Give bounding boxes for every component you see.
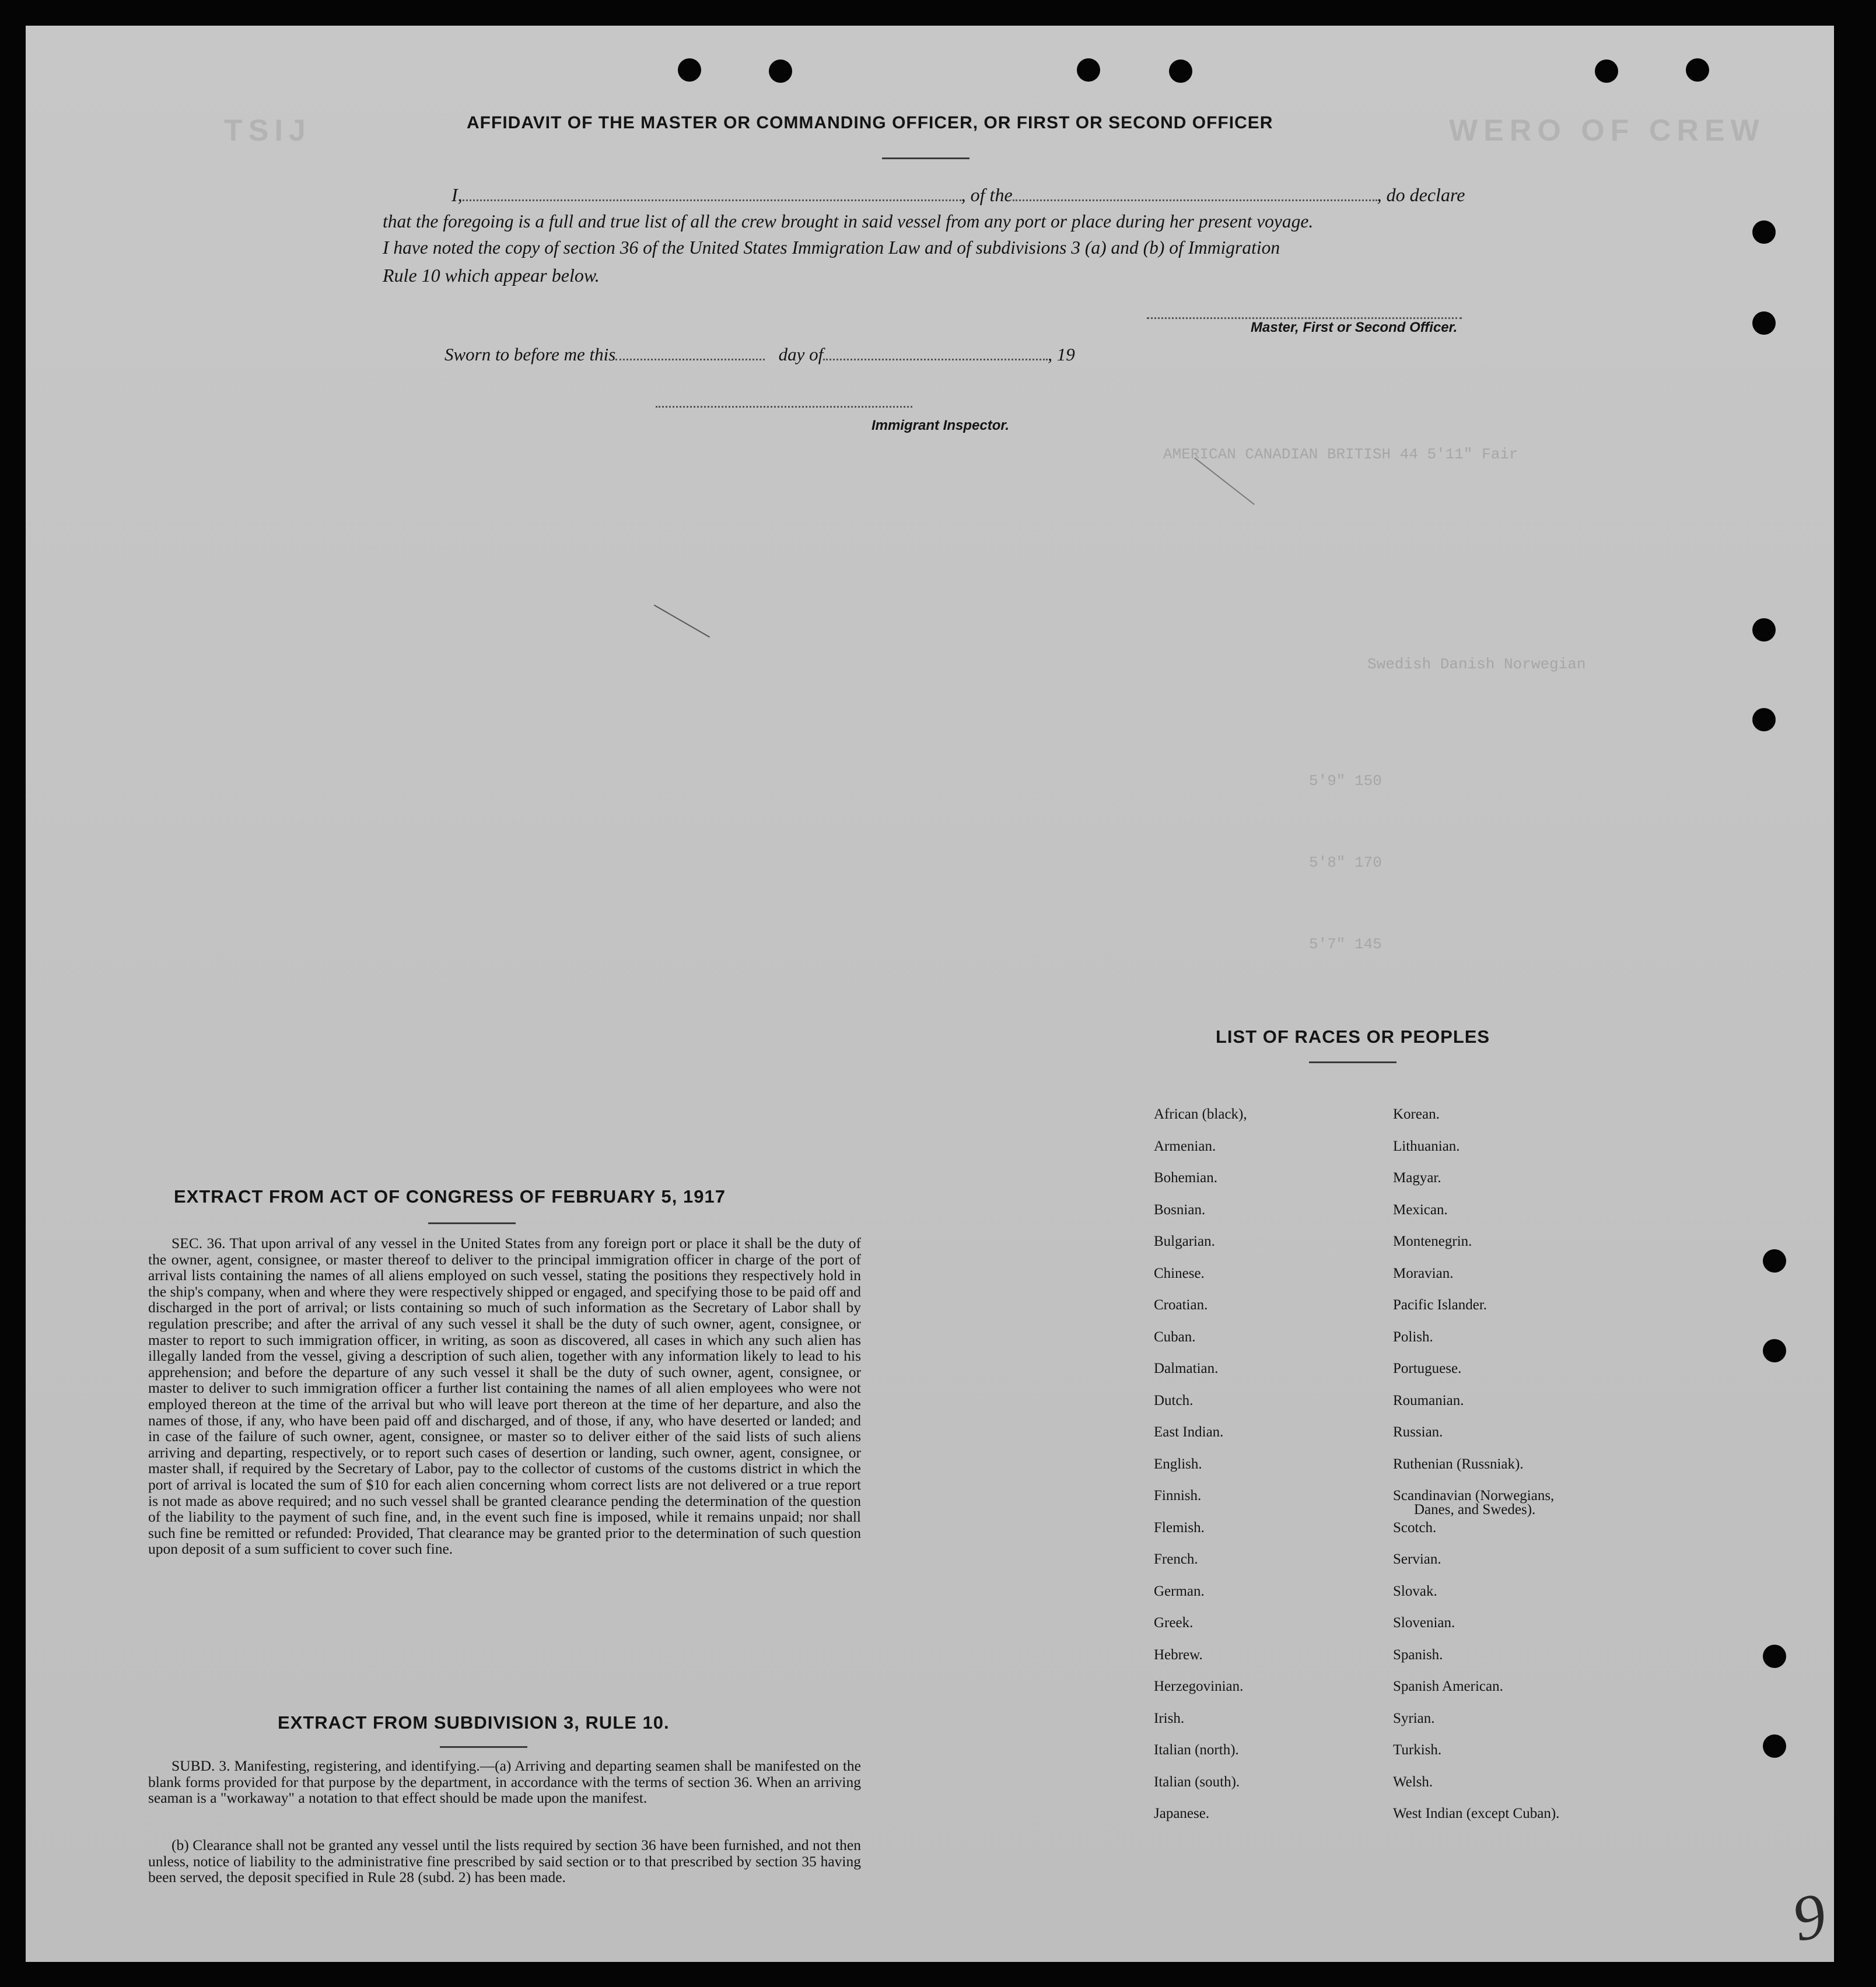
race-item: Cuban. xyxy=(1154,1329,1196,1345)
race-item: Moravian. xyxy=(1393,1265,1454,1281)
race-item: Croatian. xyxy=(1154,1297,1208,1313)
sworn-day-field[interactable] xyxy=(615,346,765,360)
race-item: Spanish American. xyxy=(1393,1678,1503,1694)
vessel-name-field[interactable] xyxy=(1013,187,1377,201)
punch-hole xyxy=(1752,618,1776,642)
race-item: Syrian. xyxy=(1393,1710,1435,1726)
declare-suffix: , do declare xyxy=(1377,184,1465,205)
divider xyxy=(440,1746,527,1748)
race-item: Mexican. xyxy=(1393,1201,1448,1218)
race-item: Turkish. xyxy=(1393,1742,1442,1758)
divider xyxy=(882,157,970,159)
race-item: Roumanian. xyxy=(1393,1392,1464,1408)
race-item: Flemish. xyxy=(1154,1519,1205,1536)
race-item: Slovenian. xyxy=(1393,1615,1455,1631)
handwritten-page-number: 9 xyxy=(1786,1879,1832,1956)
race-item: Chinese. xyxy=(1154,1265,1205,1281)
race-item: Hebrew. xyxy=(1154,1646,1203,1663)
race-item: Spanish. xyxy=(1393,1646,1443,1663)
punch-hole xyxy=(1752,220,1776,244)
race-item: Ruthenian (Russniak). xyxy=(1393,1456,1524,1472)
affidavit-title: AFFIDAVIT OF THE MASTER OR COMMANDING OFFICER, OR FIRST OR SECOND OFFICER xyxy=(467,113,1273,132)
punch-hole xyxy=(1077,58,1100,82)
punch-hole xyxy=(1763,1645,1786,1668)
stray-mark xyxy=(654,605,710,638)
race-item: Bohemian. xyxy=(1154,1170,1218,1186)
race-item: Montenegrin. xyxy=(1393,1233,1472,1249)
races-left-column xyxy=(1154,1108,1247,1839)
race-item: Bosnian. xyxy=(1154,1201,1206,1218)
race-item: Japanese. xyxy=(1154,1806,1210,1821)
race-item: Polish. xyxy=(1393,1329,1433,1345)
punch-hole xyxy=(1763,1339,1786,1362)
bleed-through-text: 5'9" 150 xyxy=(1309,772,1382,790)
race-item: Bulgarian. xyxy=(1154,1233,1215,1249)
race-item: Herzegovinian. xyxy=(1154,1678,1244,1694)
inspector-signature-label: Immigrant Inspector. xyxy=(872,418,1010,433)
race-item: Lithuanian. xyxy=(1393,1138,1460,1154)
declarant-name-field[interactable] xyxy=(463,187,961,201)
punch-hole xyxy=(1686,58,1709,82)
master-signature-label: Master, First or Second Officer. xyxy=(1251,320,1458,335)
punch-hole xyxy=(1763,1734,1786,1758)
race-item: German. xyxy=(1154,1583,1205,1599)
races-title: LIST OF RACES OR PEOPLES xyxy=(1216,1026,1490,1047)
race-item: Greek. xyxy=(1154,1615,1194,1631)
bleed-through-text: Swedish Danish Norwegian xyxy=(1367,656,1586,673)
race-item: Russian. xyxy=(1393,1424,1443,1440)
punch-hole xyxy=(1763,1249,1786,1273)
race-item: French. xyxy=(1154,1551,1198,1567)
races-right-column xyxy=(1393,1108,1559,1839)
race-item: Italian (north). xyxy=(1154,1742,1239,1758)
race-item: East Indian. xyxy=(1154,1424,1224,1440)
race-item: West Indian (except Cuban). xyxy=(1393,1806,1560,1821)
race-item: Armenian. xyxy=(1154,1138,1216,1154)
affidavit-line-4: Rule 10 which appear below. xyxy=(383,265,600,286)
race-item: Portuguese. xyxy=(1393,1361,1462,1376)
race-item-continuation: Danes, and Swedes). xyxy=(1414,1502,1536,1518)
punch-hole xyxy=(769,59,792,83)
bleed-through-text: WERO OF CREW xyxy=(1449,114,1765,148)
race-item-line: Scandinavian (Norwegians, xyxy=(1393,1488,1555,1504)
race-item: Irish. xyxy=(1154,1710,1185,1726)
punch-hole xyxy=(1595,59,1618,83)
punch-hole xyxy=(678,58,701,82)
race-item: English. xyxy=(1154,1456,1202,1472)
sworn-prefix: Sworn to before me this xyxy=(444,344,616,365)
master-signature-field[interactable] xyxy=(1147,317,1462,319)
punch-hole xyxy=(1169,59,1192,83)
vessel-prefix: , of the xyxy=(961,184,1013,205)
affidavit-line-3: I have noted the copy of section 36 of the United States Immigration Law and of subdivisions 3 (a) and (b) of Immigration xyxy=(383,237,1280,258)
race-item: Korean. xyxy=(1393,1106,1440,1122)
sworn-line xyxy=(444,344,1075,365)
declarant-prefix: I, xyxy=(452,184,463,205)
punch-hole xyxy=(1752,311,1776,335)
race-item: Slovak. xyxy=(1393,1583,1437,1599)
race-item: Finnish. xyxy=(1154,1488,1202,1504)
bleed-through-text: 5'8" 170 xyxy=(1309,854,1382,871)
rule-extract-para-b: (b) Clearance shall not be granted any vessel until the lists required by section 36 have been furnished, and not then unless, notice of liability to the administrative fine prescribed by said section or to that prescribed by section 35 having been served, the deposit specified in Rule 28 (subd. 2) has been made. xyxy=(148,1837,861,1886)
punch-hole xyxy=(1752,708,1776,731)
inspector-signature-field[interactable] xyxy=(656,406,912,408)
race-item: Welsh. xyxy=(1393,1774,1433,1790)
race-item: African (black), xyxy=(1154,1106,1247,1122)
sworn-day-label: day of xyxy=(778,344,824,365)
divider xyxy=(428,1222,516,1224)
stray-mark xyxy=(1194,457,1255,505)
race-item: Magyar. xyxy=(1393,1170,1441,1186)
bleed-through-text: AMERICAN CANADIAN BRITISH 44 5'11" Fair xyxy=(1163,446,1518,463)
bleed-through-text: 5'7" 145 xyxy=(1309,935,1382,953)
document-sheet xyxy=(26,26,1834,1962)
race-item: Dalmatian. xyxy=(1154,1361,1219,1376)
race-item xyxy=(1393,1489,1559,1521)
divider xyxy=(1309,1061,1396,1063)
affidavit-line-2: that the foregoing is a full and true list of all the crew brought in said vessel from any port or place during her present voyage. xyxy=(383,211,1314,232)
sworn-month-field[interactable] xyxy=(823,346,1048,360)
race-item: Servian. xyxy=(1393,1551,1441,1567)
race-item: Dutch. xyxy=(1154,1392,1194,1408)
act-extract-title: EXTRACT FROM ACT OF CONGRESS OF FEBRUARY 5, 1917 xyxy=(174,1186,726,1207)
rule-extract-title: EXTRACT FROM SUBDIVISION 3, RULE 10. xyxy=(278,1712,670,1733)
bleed-through-text: TSIJ xyxy=(224,114,312,148)
rule-extract-para-a: SUBD. 3. Manifesting, registering, and identifying.—(a) Arriving and departing seamen shall be manifested on the blank forms provided for that purpose by the department, in accordance with the terms of section 36. When an arriving seaman is a "workaway" a notation to that effect should be made upon the manifest. xyxy=(148,1757,861,1807)
affidavit-declaration-line xyxy=(452,184,1465,206)
act-extract-text: SEC. 36. That upon arrival of any vessel in the United States from any foreign port or place it shall be the duty of the owner, agent, consignee, or master thereof to deliver to the principal immigration officer in charge of the port of arrival lists containing the names of all aliens employed on such vessel, stating the positions they respectively hold in the ship's company, when and where they were respectively shipped or engaged, and specifying those to be paid off and discharged in the port of arrival; or lists containing so much of such information as the Secretary of Labor shall by regulation prescribe; and after the arrival of any such vessel it shall be the duty of such owner, agent, consignee, or master to report to such immigration officer, in writing, as soon as discovered, all cases in which any such alien has illegally landed from the vessel, giving a description of such alien, together with any information likely to lead to his apprehension; and before the departure of any such vessel it shall be the duty of such owner, agent, consignee, or master to deliver to such immigration officer a further list containing the names of all alien employees who were not employed thereon at the time of the arrival but who will leave port thereon at the time of her departure, and also the names of those, if any, who have been paid off and discharged, and of those, if any, who have deserted or landed; and in case of the failure of such owner, agent, consignee, or master so to deliver either of the said lists of such aliens arriving and departing, respectively, or to report such cases of desertion or landing, such owner, agent, consignee, or master shall, if required by the Secretary of Labor, pay to the collector of customs of the customs district in which the port of arrival is located the sum of $10 for each alien concerning whom correct lists are not delivered or a true report is not made as above required; and no such vessel shall be granted clearance pending the determination of the question of the liability to the payment of such fine, and, in the event such fine is imposed, while it remains unpaid; nor shall such fine be remitted or refunded: Provided, That clearance may be granted prior to the determination of such question upon deposit of a sum sufficient to cover such fine. xyxy=(148,1235,861,1558)
sworn-year-label: , 19 xyxy=(1048,344,1075,365)
race-item: Italian (south). xyxy=(1154,1774,1240,1790)
race-item: Pacific Islander. xyxy=(1393,1297,1488,1313)
race-item: Scotch. xyxy=(1393,1519,1437,1536)
